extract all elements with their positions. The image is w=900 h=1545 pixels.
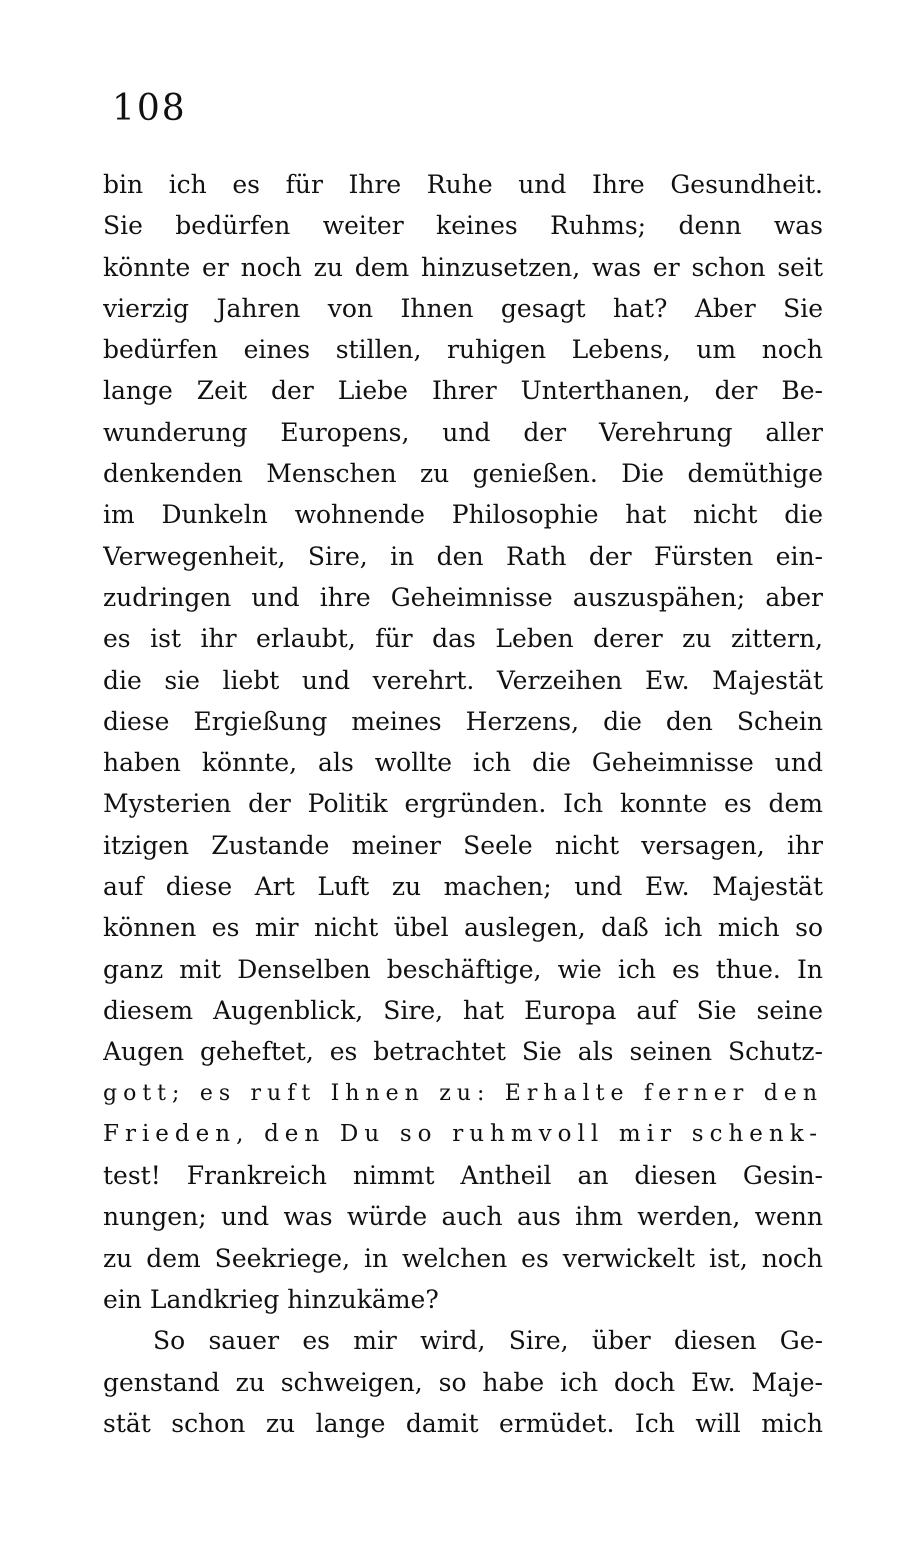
text-line: stät schon zu lange damit ermüdet. Ich will mich — [103, 1408, 823, 1438]
text-line: genstand zu schweigen, so habe ich doch Ew. Maje- — [103, 1367, 823, 1397]
text-line: diese Ergießung meines Herzens, die den Schein — [103, 706, 823, 736]
text-line: bin ich es für Ihre Ruhe und Ihre Gesundheit. — [103, 170, 823, 199]
text-line: können es mir nicht übel auslegen, daß ich mich so — [103, 913, 823, 943]
text-line: gott; es ruft Ihnen zu: Erhalte ferner den — [103, 1080, 823, 1106]
text-line: haben könnte, als wollte ich die Geheimnisse und — [103, 748, 823, 778]
text-line: denkenden Menschen zu genießen. Die demüthige — [103, 459, 823, 489]
text-line: ganz mit Denselben beschäftige, wie ich es thue. In — [103, 954, 823, 984]
text-line: Sie bedürfen weiter keines Ruhms; denn was — [103, 211, 823, 241]
text-line: Verwegenheit, Sire, in den Rath der Fürsten ein- — [103, 541, 823, 571]
page-number: 108 — [112, 88, 187, 129]
text-line: es ist ihr erlaubt, für das Leben derer zu zittern, — [103, 624, 823, 654]
text-line: test! Frankreich nimmt Antheil an diesen Gesin- — [103, 1161, 823, 1191]
text-line: könnte er noch zu dem hinzusetzen, was er schon seit — [103, 252, 823, 282]
text-line: auf diese Art Luft zu machen; und Ew. Majestät — [103, 872, 823, 902]
text-line: itzigen Zustande meiner Seele nicht versagen, ihr — [103, 830, 823, 860]
text-line: zudringen und ihre Geheimnisse auszuspähen; aber — [103, 582, 823, 612]
body-text — [103, 164, 823, 1444]
text-line: zu dem Seekriege, in welchen es verwickelt ist, noch — [103, 1243, 823, 1273]
text-line: lange Zeit der Liebe Ihrer Unterthanen, der Be- — [103, 376, 823, 406]
text-line: Frieden, den Du so ruhmvoll mir schenk- — [103, 1120, 823, 1147]
text-line: bedürfen eines stillen, ruhigen Lebens, um noch — [103, 335, 823, 365]
text-line: im Dunkeln wohnende Philosophie hat nicht die — [103, 500, 823, 530]
paragraph-end-line: ein Landkrieg hinzukäme? — [103, 1285, 439, 1315]
text-line: die sie liebt und verehrt. Verzeihen Ew. Majestät — [103, 665, 823, 695]
text-line: wunderung Europens, und der Verehrung aller — [103, 417, 823, 447]
paragraph-start-line: So sauer es mir wird, Sire, über diesen Ge- — [153, 1326, 823, 1356]
text-line: diesem Augenblick, Sire, hat Europa auf Sie seine — [103, 995, 823, 1025]
text-line: nungen; und was würde auch aus ihm werden, wenn — [103, 1202, 823, 1232]
text-line: Mysterien der Politik ergründen. Ich konnte es dem — [103, 789, 823, 819]
text-line: Augen geheftet, es betrachtet Sie als seinen Schutz- — [103, 1037, 823, 1067]
text-line: vierzig Jahren von Ihnen gesagt hat? Aber Sie — [103, 293, 823, 323]
